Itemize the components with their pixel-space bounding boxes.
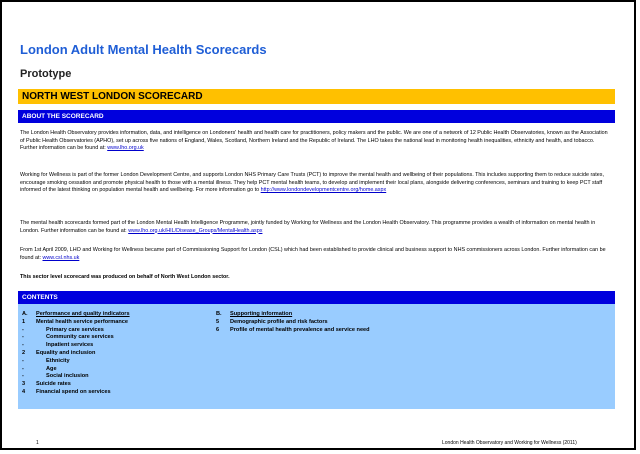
csl-link[interactable]: www.csl.nhs.uk	[42, 254, 80, 261]
contents-item[interactable]	[216, 311, 370, 319]
contents-item-label: Social inclusion	[46, 373, 89, 380]
contents-item[interactable]	[22, 373, 130, 381]
contents-item-number: 6	[216, 326, 220, 333]
contents-item-label: Ethnicity	[46, 357, 70, 364]
footer-credit: London Health Observatory and Working for Wellness (2011)	[442, 440, 577, 446]
page-subtitle: Prototype	[20, 68, 72, 80]
contents-item-label: Equality and inclusion	[36, 349, 96, 356]
contents-heading: CONTENTS	[18, 291, 615, 304]
contents-item[interactable]	[216, 319, 370, 327]
about-text-wfw: Working for Wellness is part of the former London Development Centre, and supports London NHS Primary Care Trusts (PCT) to improve the mental health and wellbeing of their populations. This includes supporting them to reduce suicide rates, encourage smoking cessation and promote physical health to those with a mental illness. They help PCT mental health teams, to develop and implement their local plans, alongside delivering conferences, seminars and training to keep PCT staff informed of the latest thinking on population mental health and wellbeing. For more information go to	[20, 172, 604, 194]
contents-item-label: Community care services	[46, 334, 114, 341]
ldc-link[interactable]: http://www.londondevelopmentcentre.org/home.aspx	[260, 187, 387, 194]
contents-item[interactable]	[22, 350, 130, 358]
contents-item[interactable]	[22, 319, 130, 327]
about-paragraph-csl	[20, 247, 610, 262]
scorecard-banner: NORTH WEST LONDON SCORECARD	[18, 89, 615, 104]
contents-item[interactable]	[216, 327, 370, 335]
contents-item-number: 3	[22, 381, 26, 388]
about-text-programme: The mental health scorecards formed part of the London Mental Health Intelligence Programme, jointly funded by Working for Wellness and the London Health Observatory. This programme provides a wealth of information on mental health in London. Further information can be found at:	[20, 220, 596, 234]
contents-item-label: Financial spend on services	[36, 388, 111, 395]
about-paragraph-lho	[20, 130, 610, 153]
contents-item-number: 2	[22, 349, 26, 356]
contents-item-number: 1	[22, 318, 26, 325]
contents-column-right	[216, 311, 370, 334]
about-text-lho: The London Health Observatory provides information, data, and intelligence on Londoners' health and health care for practitioners, policy makers and the public. We are one of a network of 12 Public Health Observatories, known as the Association of Public Health Observatories (APHO), set up across five nations of England, Wales, Scotland, Northern Ireland and the Republic of Ireland. The LHO takes the national lead in monitoring health inequalities, ethnicity and health, and tobacco. Further information can be found at:	[20, 130, 608, 152]
contents-item[interactable]	[22, 381, 130, 389]
contents-item[interactable]	[22, 389, 130, 397]
contents-item[interactable]	[22, 311, 130, 319]
contents-item-number: -	[22, 342, 24, 349]
contents-item[interactable]	[22, 342, 130, 350]
mental-health-link[interactable]: www.lho.org.uk/HIL/Disease_Groups/MentalHealth.aspx	[128, 227, 263, 234]
contents-item[interactable]	[22, 334, 130, 342]
about-paragraph-wfw	[20, 172, 610, 195]
contents-item[interactable]	[22, 327, 130, 335]
about-paragraph-sector: This sector level scorecard was produced on behalf of North West London sector.	[20, 274, 230, 280]
contents-item-number: -	[22, 357, 24, 364]
contents-item-label: Supporting information	[230, 311, 293, 317]
contents-item-label: Demographic profile and risk factors	[230, 318, 328, 325]
contents-item-label: Profile of mental health prevalence and service need	[230, 326, 370, 333]
contents-item-number: 5	[216, 318, 220, 325]
contents-item[interactable]	[22, 366, 130, 374]
contents-column-left	[22, 311, 130, 397]
contents-panel	[18, 304, 615, 409]
about-heading: ABOUT THE SCORECARD	[18, 110, 615, 123]
page-title: London Adult Mental Health Scorecards	[20, 42, 267, 57]
contents-item-number: -	[22, 373, 24, 380]
contents-item-number: 4	[22, 388, 26, 395]
contents-item-number: A.	[22, 311, 28, 317]
contents-item[interactable]	[22, 358, 130, 366]
about-paragraph-programme	[20, 220, 610, 235]
page-number: 1	[36, 440, 39, 446]
contents-item-number: -	[22, 365, 24, 372]
about-text-csl: From 1st April 2009, LHO and Working for Wellness became part of Commissioning Support for London (CSL) which had been established to provide clinical and business support to NHS commissioners across London. Further information can be found at:	[20, 247, 606, 261]
contents-item-number: B.	[216, 311, 222, 317]
contents-item-label: Age	[46, 365, 57, 372]
contents-item-label: Performance and quality indicators	[36, 311, 130, 317]
contents-item-number: -	[22, 326, 24, 333]
lho-link[interactable]: www.lho.org.uk	[107, 145, 144, 152]
contents-item-label: Inpatient services	[46, 342, 94, 349]
contents-item-label: Primary care services	[46, 326, 104, 333]
contents-item-label: Suicide rates	[36, 381, 71, 388]
contents-item-number: -	[22, 334, 24, 341]
contents-item-label: Mental health service performance	[36, 318, 129, 325]
